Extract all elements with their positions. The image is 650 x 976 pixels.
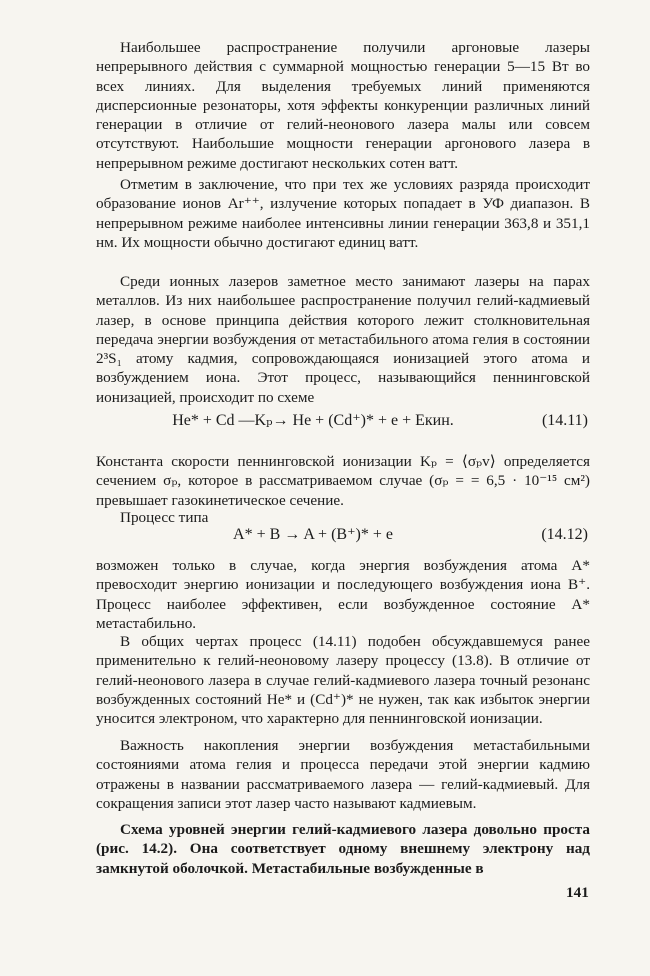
paragraph-ar-ions-uv: Отметим в заключение, что при тех же условиях разряда происходит образование ионов Ar⁺⁺, излучение которых попадает в УФ диапазон. В непрерывном режиме наиболее интенсивны линии генерации 363,8 и 351,1 нм. Их мощности обычно достигают единиц ватт. xyxy=(96,176,590,251)
equation-14-11-formula: He* + Cd —Kₚ→ He + (Cd⁺)* + e + Eкин. xyxy=(172,412,454,429)
paragraph-energy-levels: Схема уровней энергии гелий-кадмиевого лазера довольно проста (рис. 14.2). Она соответствует одному внешнему электрону над замкнутой оболочкой. Метастабильные возбужденные в xyxy=(96,821,590,877)
paragraph-rate-constant: Константа скорости пеннинговской ионизации Kₚ = ⟨σₚv⟩ определяется сечением σₚ, которое в рассматриваемом случае (σₚ = = 6,5 · 10⁻¹⁵ см²) превышает газокинетическое сечение. xyxy=(96,453,590,509)
equation-14-11-number: (14.11) xyxy=(541,412,588,429)
paragraph-he-cd-laser: Среди ионных лазеров заметное место занимают лазеры на парах металлов. Из них наибольшее распространение получил гелий-кадмиевый лазер, в основе принципа действия которого лежит столкновительная передача энергии возбуждения от метастабильного атома гелия в состоянии 2³S₁ атому кадмия, сопровождающаяся ионизацией этого атома и возбуждением иона. Этот процесс, называющийся пеннинговской ионизацией, происходит по схеме xyxy=(96,273,590,406)
paragraph-process-type: Процесс типа xyxy=(120,509,209,526)
paragraph-general-features: В общих чертах процесс (14.11) подобен обсуждавшемуся ранее применительно к гелий-неоновому лазеру процессу (13.8). В отличие от гелий-неонового лазера в случае гелий-кадмиевого лазера точный резонанс возбужденных состояний He* и (Cd⁺)* не нужен, так как избыток энергии уносится электроном, что характерно для пеннинговской ионизации. xyxy=(96,633,590,728)
equation-14-12-formula: A* + B → A + (B⁺)* + e xyxy=(233,526,393,543)
equation-14-11 xyxy=(96,409,590,433)
equation-14-12-number: (14.12) xyxy=(541,526,588,543)
paragraph-importance: Важность накопления энергии возбуждения метастабильными состояниями атома гелия и процесса передачи этой энергии кадмию отражены в названии рассматриваемого лазера — гелий-кадмиевый. Для сокращения записи этот лазер часто называют кадмиевым. xyxy=(96,737,590,812)
equation-14-12 xyxy=(96,523,590,547)
page-number: 141 xyxy=(566,884,589,901)
paragraph-argon-lasers: Наибольшее распространение получили аргоновые лазеры непрерывного действия с суммарной мощностью генерации 5—15 Вт во всех линиях. Для выделения требуемых линий применяются дисперсионные резонаторы, хотя эффекты конкуренции различных линий генерации в отличие от гелий-неонового лазера малы или совсем отсутствуют. Наибольшие мощности генерации аргонового лазера в непрерывном режиме достигают нескольких сотен ватт. xyxy=(96,39,590,172)
paragraph-possible-condition: возможен только в случае, когда энергия возбуждения атома A* превосходит энергию ионизации и последующего возбуждения иона B⁺. Процесс наиболее эффективен, если возбужденное состояние A* метастабильно. xyxy=(96,557,590,632)
